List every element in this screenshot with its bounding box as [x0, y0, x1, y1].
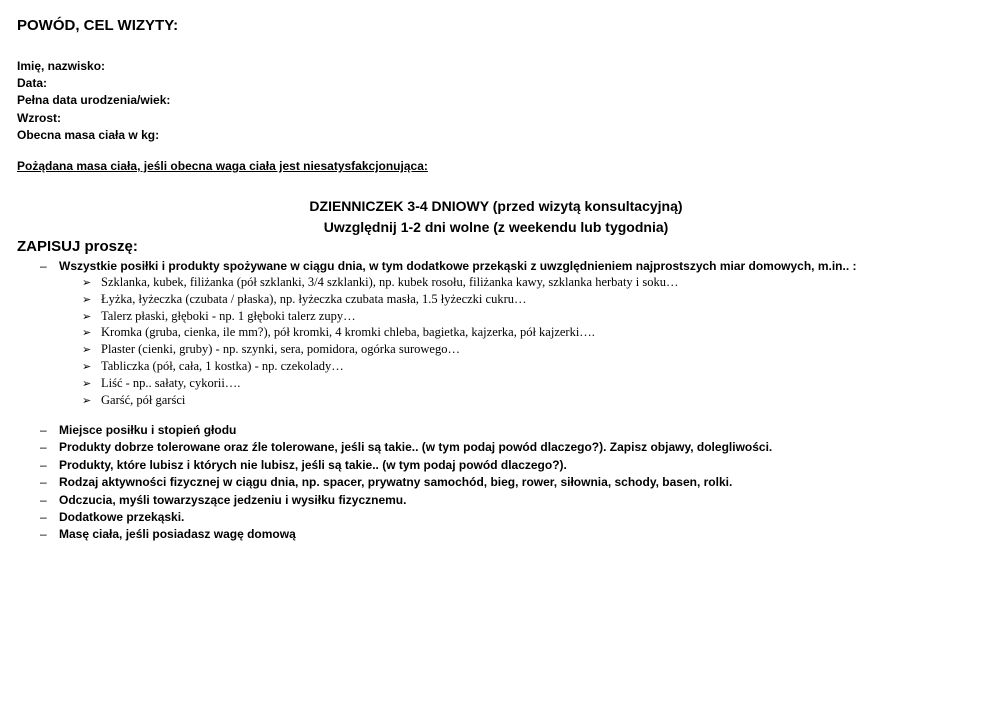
- measure-item: ➢ Garść, pół garści: [82, 393, 679, 410]
- dash-bullet-icon: –: [40, 527, 47, 542]
- measure-item: ➢ Łyżka, łyżeczka (czubata / płaska), np. łyżeczka czubata masła, 1.5 łyżeczki cukru…: [82, 292, 679, 309]
- measure-item: ➢ Tabliczka (pół, cała, 1 kostka) - np. czekolady…: [82, 359, 679, 376]
- visit-reason-heading: POWÓD, CEL WIZYTY:: [17, 17, 179, 34]
- arrow-bullet-icon: ➢: [82, 310, 92, 323]
- diary-subtitle: Uwzględnij 1-2 dni wolne (z weekendu lub tygodnia): [323, 219, 669, 235]
- diary-title: DZIENNICZEK 3-4 DNIOWY (przed wizytą konsultacyjną): [309, 198, 683, 214]
- first-dash-item: [40, 258, 857, 274]
- record-item: – Masę ciała, jeśli posiadasz wagę domową: [40, 526, 772, 543]
- arrow-bullet-icon: ➢: [82, 277, 92, 289]
- field-birthdate-label: Pełna data urodzenia/wiek:: [17, 93, 171, 108]
- first-dash-item-text: Wszystkie posiłki i produkty spożywane w ciągu dnia, w tym dodatkowe przekąski z uwzględnieniem najprostszych miar domowych, m.in.. :: [59, 259, 857, 273]
- arrow-bullet-icon: ➢: [82, 344, 92, 357]
- dash-bullet-icon: –: [40, 423, 47, 437]
- arrow-bullet-icon: ➢: [82, 327, 92, 340]
- record-item: – Produkty, które lubisz i których nie lubisz, jeśli są takie.. (w tym podaj powód dlaczego?).: [40, 457, 772, 474]
- field-date-label: Data:: [17, 76, 48, 91]
- measure-item: ➢ Plaster (cienki, gruby) - np. szynki, sera, pomidora, ogórka surowego…: [82, 342, 679, 359]
- measure-item: ➢ Talerz płaski, głęboki - np. 1 głęboki talerz zupy…: [82, 309, 679, 326]
- field-weight-label: Obecna masa ciała w kg:: [17, 127, 160, 142]
- arrow-bullet-icon: ➢: [82, 360, 92, 373]
- arrow-bullet-icon: ➢: [82, 377, 92, 390]
- record-item: – Dodatkowe przekąski.: [40, 509, 772, 526]
- measure-item: ➢ Liść - np.. sałaty, cykorii….: [82, 376, 679, 393]
- dash-bullet-icon: –: [40, 259, 47, 273]
- patient-info-fields: [17, 58, 170, 144]
- field-height-label: Wzrost:: [17, 110, 61, 125]
- record-item: – Odczucia, myśli towarzyszące jedzeniu i wysiłku fizycznemu.: [40, 492, 772, 509]
- record-item: – Produkty dobrze tolerowane oraz źle tolerowane, jeśli są takie.. (w tym podaj powód dlaczego?). Zapisz objawy, dolegliwości.: [40, 439, 772, 456]
- dash-bullet-icon: –: [40, 440, 47, 455]
- measure-item: ➢ Kromka (gruba, cienka, ile mm?), pół kromki, 4 kromki chleba, bagietka, kajzerka, pół kajzerki….: [82, 325, 679, 342]
- record-item: – Miejsce posiłku i stopień głodu: [40, 422, 772, 439]
- measure-item: ➢ Szklanka, kubek, filiżanka (pół szklanki, 3/4 szklanki), np. kubek rosołu, filiżanka kawy, szklanka herbaty i soku…: [82, 275, 679, 292]
- arrow-bullet-icon: ➢: [82, 394, 92, 407]
- other-records-list: [40, 422, 772, 544]
- dash-bullet-icon: –: [40, 457, 47, 472]
- target-weight-label: Pożądana masa ciała, jeśli obecna waga ciała jest niesatysfakcjonująca:: [17, 159, 428, 173]
- dash-bullet-icon: –: [40, 492, 47, 507]
- arrow-bullet-icon: ➢: [82, 293, 92, 306]
- dash-bullet-icon: –: [40, 510, 47, 525]
- record-heading: ZAPISUJ proszę:: [17, 238, 138, 255]
- household-measures-list: [82, 275, 679, 409]
- dash-bullet-icon: –: [40, 475, 47, 490]
- field-name-label: Imię, nazwisko:: [17, 59, 106, 73]
- record-item: – Rodzaj aktywności fizycznej w ciągu dnia, np. spacer, prywatny samochód, bieg, rower, siłownia, schody, basen, rolki.: [40, 474, 772, 491]
